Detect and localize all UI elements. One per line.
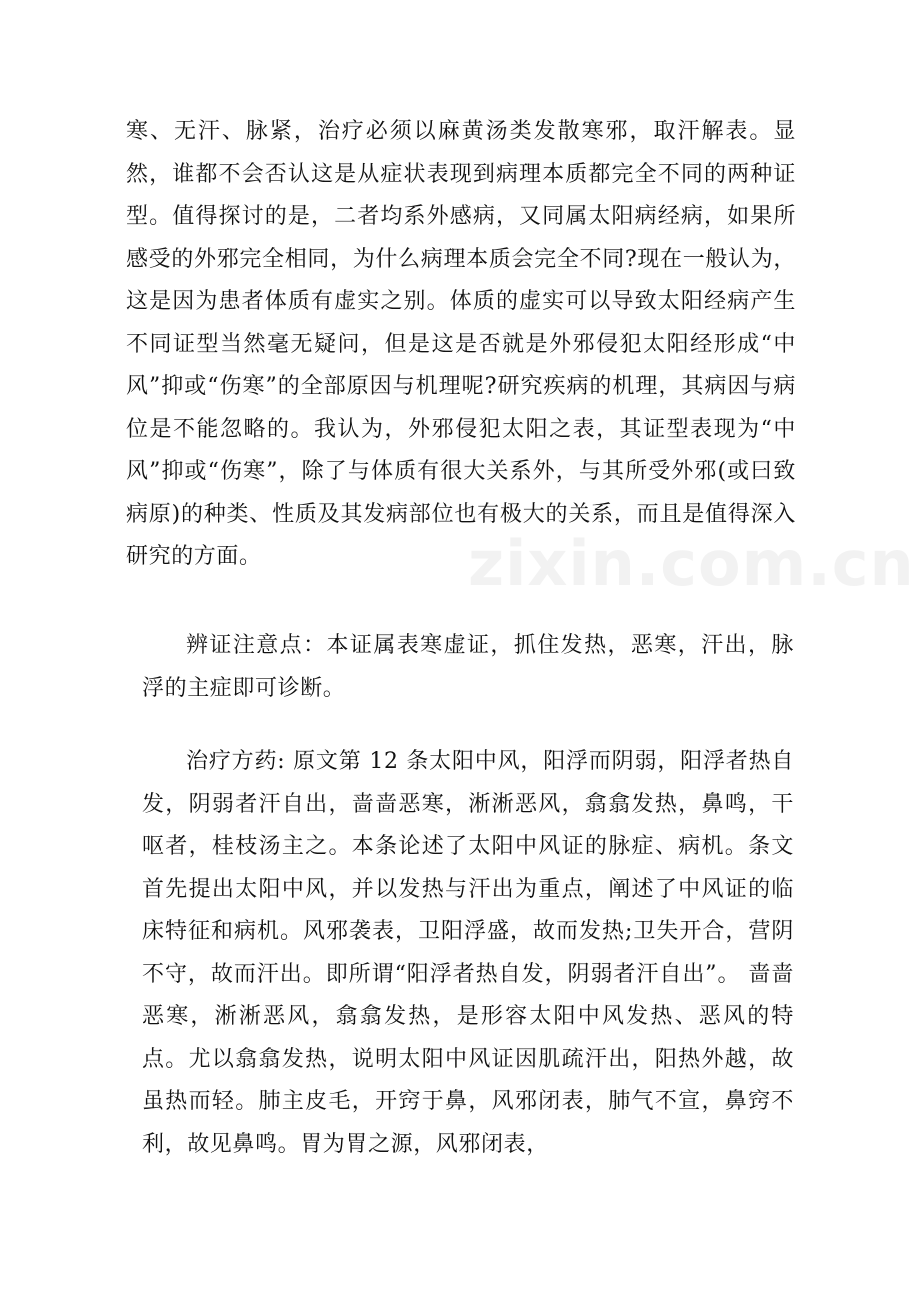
paragraph-2: 辨证注意点：本证属表寒虚证，抓住发热，恶寒，汗出，脉浮的主症即可诊断。 [142, 633, 794, 701]
paragraph-3: 治疗方药: 原文第 12 条太阳中风，阳浮而阴弱，阳浮者热自发，阴弱者汗自出，啬啬恶寒，淅淅恶风，翕翕发热，鼻鸣，干呕者，桂枝汤主之。本条论述了太阳中风证的脉症、病机。条文首先提出太阳中风，并以发热与汗出为重点，阐述了中风证的临床特征和病机。风邪袭表，卫阳浮盛，故而发热;卫失开合，营阴不守，故而汗出。即所谓“阳浮者热自发，阴弱者汗自出”。 啬啬恶寒，淅淅恶风，翕翕发热，是形容太阳中风发热、恶风的特点。尤以翕翕发热，说明太阳中风证因肌疏汗出，阳热外越，故虽热而轻。肺主皮毛，开窍于鼻，风邪闭表，肺气不宣，鼻窍不利，故见鼻鸣。胃为胃之源，风邪闭表， [142, 749, 794, 1157]
paragraph-1: 寒、无汗、脉紧，治疗必须以麻黄汤类发散寒邪，取汗解表。显然，谁都不会否认这是从症状表现到病理本质都完全不同的两种证型。值得探讨的是，二者均系外感病，又同属太阳病经病，如果所感受的外邪完全相同，为什么病理本质会完全不同?现在一般认为，这是因为患者体质有虚实之别。体质的虚实可以导致太阳经病产生不同证型当然毫无疑问，但是这是否就是外邪侵犯太阳经形成“中风”抑或“伤寒”的全部原因与机理呢?研究疾病的机理，其病因与病位是不能忽略的。我认为，外邪侵犯太阳之表，其证型表现为“中风”抑或“伤寒”，除了与体质有很大关系外，与其所受外邪(或曰致病原)的种类、性质及其发病部位也有极大的关系，而且是值得深入研究的方面。 [126, 119, 796, 569]
watermark: zixin.com.cn [468, 527, 915, 600]
